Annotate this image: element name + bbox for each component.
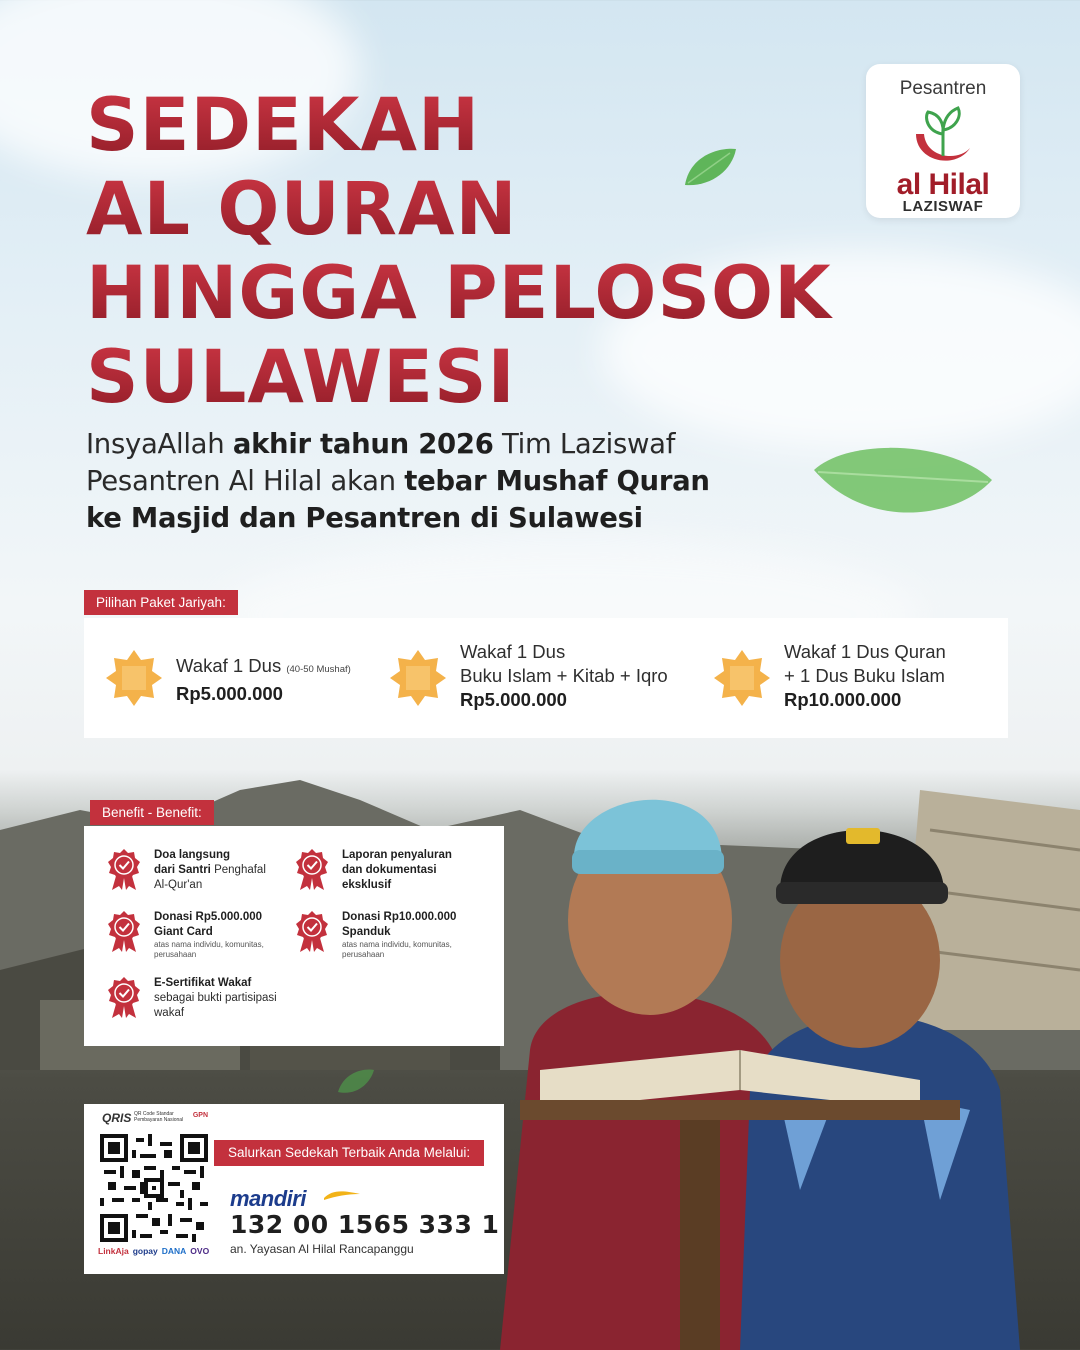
- award-badge-icon: [294, 848, 330, 890]
- qris-note: QR Code Standar Pembayaran Nasional: [134, 1111, 184, 1123]
- award-badge-icon: [106, 848, 142, 890]
- benefit-panel: [84, 826, 504, 1046]
- qris-logo: QRIS: [102, 1111, 132, 1125]
- headline-line: SULAWESI: [86, 336, 886, 420]
- dana-logo: DANA: [161, 1246, 187, 1256]
- benefit-text: Donasi Rp5.000.000: [154, 911, 263, 923]
- leaf-icon: [808, 440, 998, 530]
- paket-option[interactable]: [388, 618, 688, 738]
- subtitle-bold: tebar Mushaf Quran: [404, 465, 710, 497]
- subtitle-bold: akhir tahun 2026: [232, 428, 494, 460]
- qris-header: [98, 1108, 210, 1132]
- payment-panel: [84, 1104, 504, 1274]
- brand-line1: Pesantren: [899, 78, 987, 99]
- mandiri-wave-icon: [322, 1188, 362, 1202]
- award-badge-icon: [106, 910, 142, 952]
- star-badge-icon: [388, 648, 448, 708]
- paket-title: Wakaf 1 Dus: [460, 641, 566, 662]
- gopay-logo: gopay: [132, 1246, 158, 1256]
- benefit-text: Giant Card: [154, 926, 213, 938]
- benefit-text: Doa langsung: [154, 849, 231, 861]
- headline-line: SEDEKAH: [86, 84, 886, 168]
- benefit-text: eksklusif: [342, 879, 392, 891]
- sprout-crescent-icon: [910, 104, 976, 174]
- paket-note: (40-50 Mushaf): [286, 664, 351, 675]
- benefit-text: E-Sertifikat Wakaf: [154, 977, 252, 989]
- headline: [86, 84, 886, 420]
- paket-subtitle: Buku Islam + Kitab + Iqro: [460, 665, 668, 686]
- e-wallet-logos: [98, 1246, 210, 1256]
- benefit-text: dan dokumentasi: [342, 864, 437, 876]
- benefit-text: Spanduk: [342, 926, 391, 938]
- linkaja-logo: LinkAja: [98, 1246, 129, 1256]
- bank-mandiri-logo: mandiri: [230, 1186, 306, 1211]
- benefit-text: Donasi Rp10.000.000: [342, 911, 457, 923]
- paket-title: Wakaf 1 Dus Quran: [784, 641, 946, 662]
- award-badge-icon: [106, 976, 142, 1018]
- paket-price: Rp5.000.000: [460, 689, 567, 710]
- headline-line: HINGGA PELOSOK: [86, 252, 886, 336]
- subtitle-bold: ke Masjid dan Pesantren di Sulawesi: [86, 502, 643, 534]
- subtitle-text: Pesantren Al Hilal akan: [86, 465, 405, 497]
- benefit-text: Al-Qur'an: [154, 879, 203, 891]
- paket-option[interactable]: [712, 618, 1008, 738]
- paket-subtitle: + 1 Dus Buku Islam: [784, 665, 945, 686]
- subtitle-text: InsyaAllah: [86, 428, 233, 460]
- paket-label: Pilihan Paket Jariyah:: [84, 590, 238, 615]
- award-badge-icon: [294, 910, 330, 952]
- paket-option[interactable]: [104, 618, 384, 738]
- payment-label: Salurkan Sedekah Terbaik Anda Melalui:: [214, 1140, 484, 1166]
- paket-title: Wakaf 1 Dus: [176, 655, 282, 676]
- benefit-note: atas nama individu, komunitas, perusahaan: [154, 940, 264, 959]
- subtitle-text: Tim Laziswaf: [493, 428, 676, 460]
- account-number[interactable]: 132 00 1565 333 1: [230, 1210, 500, 1239]
- benefit-label: Benefit - Benefit:: [90, 800, 214, 825]
- brand-logo: [866, 64, 1020, 218]
- headline-line: AL QURAN: [86, 168, 886, 252]
- account-holder: an. Yayasan Al Hilal Rancapanggu: [230, 1242, 414, 1256]
- subtitle: [86, 426, 806, 537]
- benefit-text: dari Santri: [154, 864, 211, 876]
- gpn-logo: GPN: [192, 1112, 208, 1119]
- benefit-note: atas nama individu, komunitas, perusahaan: [342, 940, 452, 959]
- star-badge-icon: [712, 648, 772, 708]
- paket-panel: [84, 618, 1008, 738]
- benefit-text: sebagai bukti partisipasi: [154, 992, 277, 1004]
- leaf-icon: [336, 1066, 376, 1096]
- benefit-text: Penghafal: [210, 864, 266, 876]
- star-badge-icon: [104, 648, 164, 708]
- children-reading-photo: [500, 770, 1080, 1350]
- paket-price: Rp10.000.000: [784, 689, 902, 710]
- paket-price: Rp5.000.000: [176, 683, 283, 704]
- brand-line3: LAZISWAF: [902, 198, 984, 215]
- benefit-text: Laporan penyaluran: [342, 849, 452, 861]
- qris-code[interactable]: [98, 1108, 210, 1268]
- brand-line2: al Hilal: [896, 168, 990, 201]
- benefit-text: wakaf: [154, 1007, 185, 1019]
- ovo-logo: OVO: [190, 1246, 210, 1256]
- qr-code-image: [100, 1134, 208, 1242]
